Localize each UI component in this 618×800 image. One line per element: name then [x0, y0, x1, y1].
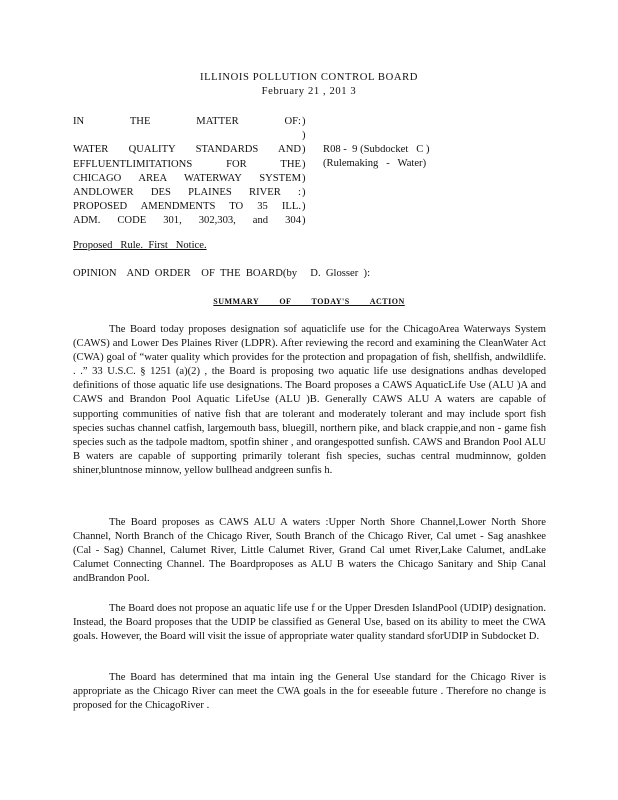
caption-docket: [323, 143, 430, 171]
caption-line: IN THE MATTER OF:: [73, 116, 301, 127]
rulemaking-type: (Rulemaking - Water): [323, 158, 427, 170]
paren: ): [302, 116, 306, 127]
paren: ): [302, 158, 306, 170]
paren: ): [302, 215, 306, 227]
paragraph-text: The Board does not propose an aquatic life use f or the Upper Dresden IslandPool (UDIP) designation. Instead, the Board proposes that the UDIP be classified as General Use, based on its ability to meet the CWA goals. However, the Board will visit the issue of appropriate water quality standard sforUDIP in Subdocket D.: [73, 603, 546, 643]
paragraph-text: The Board proposes as CAWS ALU A waters :Upper North Shore Channel,Lower North Shore Channel, North Branch of the Chicago River, South Branch of the Chicago River, Cal umet - Sag anashkee (Cal - Sag) Channel, Calumet River, Little Calumet River, Grand Cal umet River,Lake Calumet, andLake Calumet Connecting Channel. The Boardproposes as ALU B waters the Chicago Sanitary and Ship Canal andBrandon Pool.: [73, 517, 546, 585]
paragraph-2: [73, 516, 546, 586]
caption-line: ANDLOWER DES PLAINES RIVER :: [73, 187, 301, 199]
paragraph-text: The Board today proposes designation sof aquaticlife use for the ChicagoArea Waterways System (CAWS) and Lower Des Plaines River (LDPR). After reviewing the record and examining the CleanWater Act (CWA) goal of “water quality which provides for the protection and propagation of fish, shellfish, andwildlife. . .” 33 U.S.C. § 1251 (a)(2) , the Board is proposing two aquatic life use designations andhas developed definitions of those aquatic life use designations. The Board proposes a CAWS AquaticLife Use (ALU )A and CAWS and Brandon Pool Aquatic LifeUse (ALU )B. Generally CAWS ALU A waters are capable of supporting communities of native fish that are tolerant and moderately tolerant and may include sport fish species suchas channel catfish, largemouth bass, bluegill, northern pike, and black crappie,and non - game fish species such as the tadpole madtom, spotfin shiner , and orangespotted sunfish. CAWS and Brandon Pool ALU B waters are capable of supporting primarily tolerant fish species, suchas central mudminnow, golden shiner,bluntnose minnow, yellow bullhead andgreen sunfis h.: [73, 324, 546, 476]
proposed-rule-notice: Proposed Rule. First Notice.: [73, 240, 207, 251]
paren: ): [302, 187, 306, 199]
caption-line: ADM. CODE 301, 302,303, and 304: [73, 215, 301, 227]
caption-line: PROPOSED AMENDMENTS TO 35 ILL.: [73, 201, 301, 213]
paren: ): [302, 172, 306, 184]
paragraph-3: [73, 602, 546, 644]
caption-line: CHICAGO AREA WATERWAY SYSTEM: [73, 172, 301, 184]
caption-matter: [73, 115, 301, 229]
paragraph-4: [73, 671, 546, 713]
caption-line: WATER QUALITY STANDARDS AND: [73, 144, 301, 156]
board-title: ILLINOIS POLLUTION CONTROL BOARD: [199, 72, 418, 83]
caption-line: EFFLUENTLIMITATIONS FOR THE: [73, 158, 301, 170]
paragraph-1: [73, 323, 546, 478]
document-date: February 21 , 201 3: [261, 86, 357, 97]
caption-parentheses: [302, 115, 306, 229]
paren: ): [302, 201, 306, 213]
paren: ): [302, 130, 306, 142]
summary-heading: SUMMARY OF TODAY'S ACTION: [213, 297, 405, 306]
paren: ): [302, 144, 306, 156]
paragraph-text: The Board has determined that ma intain ing the General Use standard for the Chicago River is appropriate as the Chicago River can meet the CWA goals in the for eseeable future . Therefore no change is proposed for the ChicagoRiver .: [73, 672, 546, 712]
docket-number: R08 - 9 (Subdocket C ): [323, 144, 430, 155]
opinion-heading: OPINION AND ORDER OF THE BOARD(by D. Glosser ):: [73, 268, 371, 279]
caption-line: [73, 129, 301, 143]
